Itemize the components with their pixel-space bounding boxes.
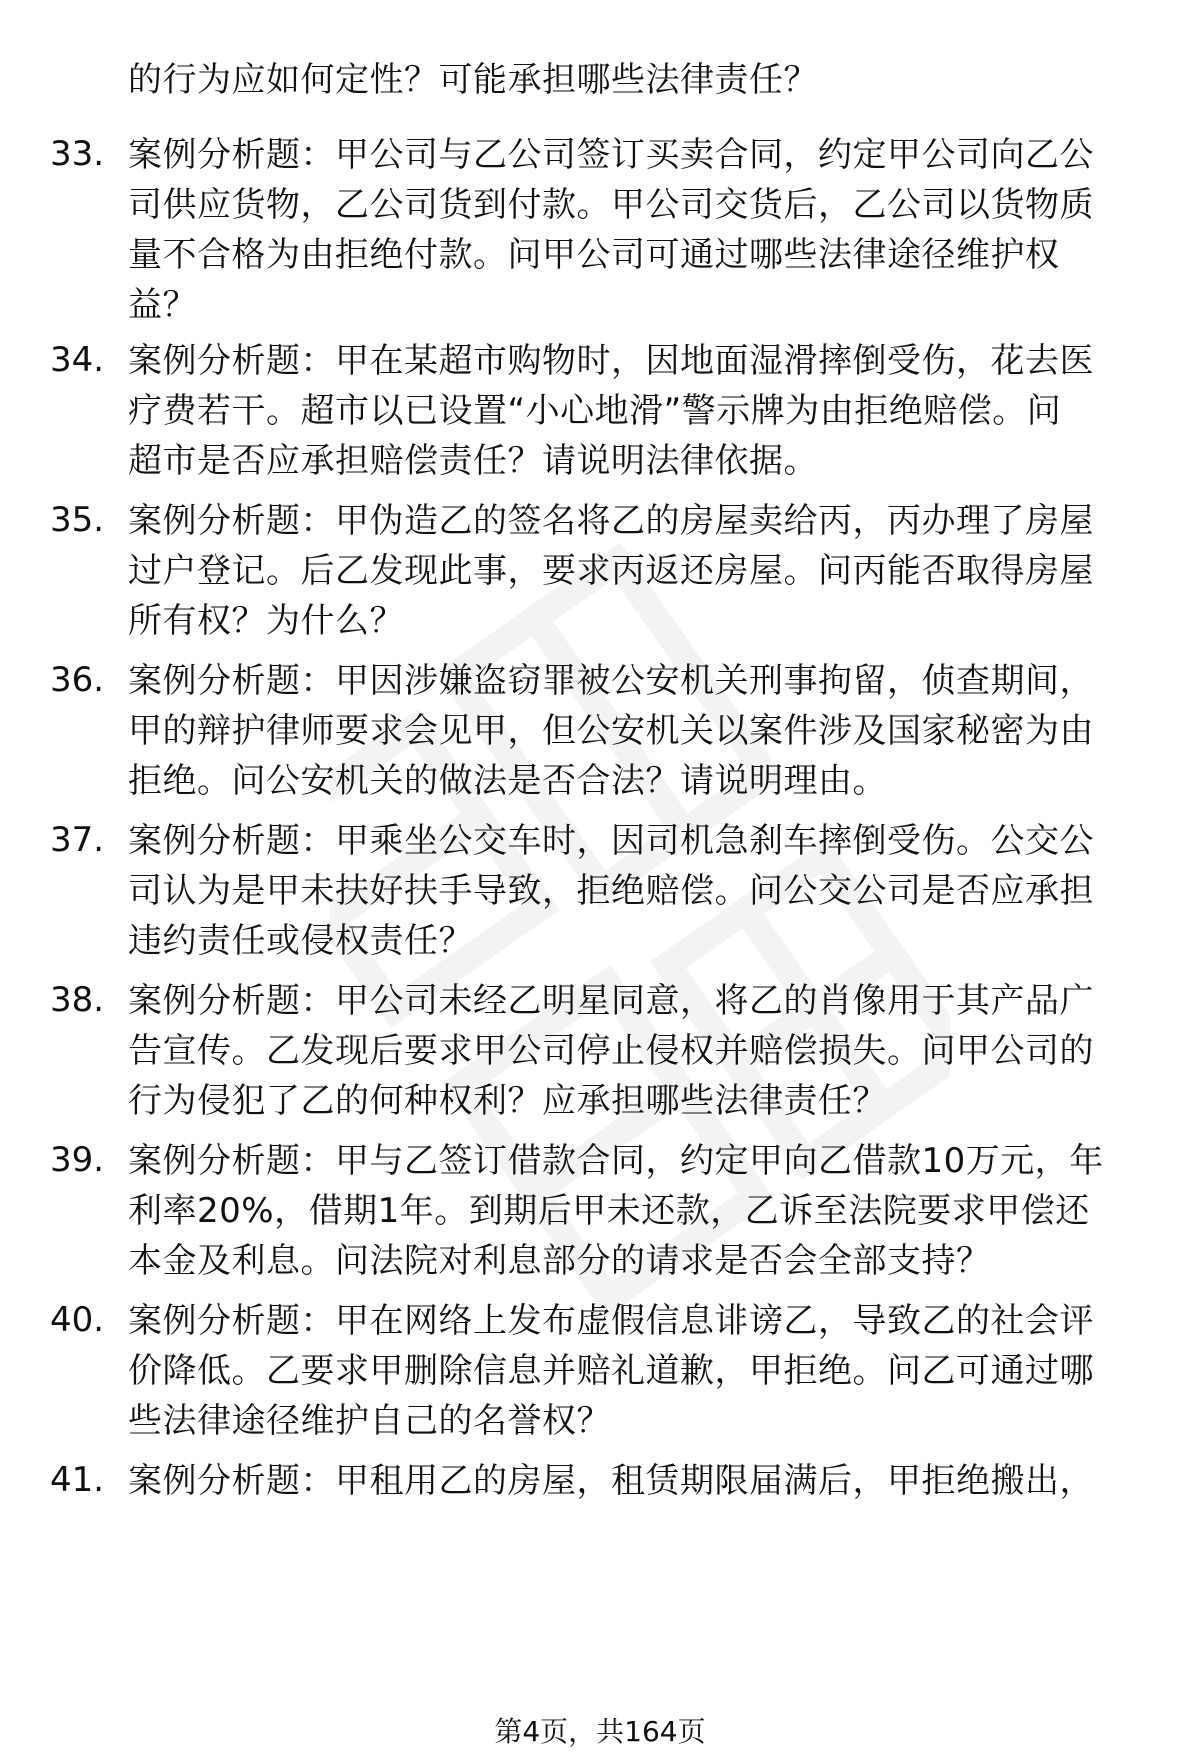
question-line: 司供应货物，乙公司货到付款。甲公司交货后，乙公司以货物质 [128,185,1094,225]
question-line: 本金及利息。问法院对利息部分的请求是否会全部支持？ [128,1241,991,1281]
question-line: 行为侵犯了乙的何种权利？应承担哪些法律责任？ [128,1081,887,1121]
question-text [128,130,1148,330]
question-line: 超市是否应承担赔偿责任？请说明法律依据。 [128,441,818,481]
question-line: 益？ [128,285,197,325]
question-number: 36. [50,660,105,700]
question-line: 利率20%，借期1年。到期后甲未还款，乙诉至法院要求甲偿还 [128,1191,1090,1231]
question-line: 量不合格为由拒绝付款。问甲公司可通过哪些法律途径维护权 [128,235,1060,275]
question-text [128,1296,1148,1446]
question-line: 告宣传。乙发现后要求甲公司停止侵权并赔偿损失。问甲公司的 [128,1031,1094,1071]
question-number: 39. [50,1140,105,1180]
page-footer: 第4页，共164页 [494,1715,706,1748]
question-line: 甲的辩护律师要求会见甲，但公安机关以案件涉及国家秘密为由 [128,711,1094,751]
question-line: 案例分析题：甲伪造乙的签名将乙的房屋卖给丙，丙办理了房屋 [128,501,1094,541]
question-text [128,816,1148,966]
question-line: 案例分析题：甲公司与乙公司签订买卖合同，约定甲公司向乙公 [128,135,1094,175]
question-line: 拒绝。问公安机关的做法是否合法？请说明理由。 [128,761,887,801]
question-line: 疗费若干。超市以已设置“小心地滑”警示牌为由拒绝赔偿。问 [128,391,1062,431]
question-text [128,1136,1148,1286]
question-number: 41. [50,1460,105,1500]
question-text [128,976,1148,1126]
question-line: 案例分析题：甲租用乙的房屋，租赁期限届满后，甲拒绝搬出， [128,1461,1094,1501]
question-line: 司认为是甲未扶好扶手导致，拒绝赔偿。问公交公司是否应承担 [128,871,1094,911]
question-number: 34. [50,340,105,380]
question-line: 价降低。乙要求甲删除信息并赔礼道歉，甲拒绝。问乙可通过哪 [128,1351,1094,1391]
continuation-line: 的行为应如何定性？可能承担哪些法律责任？ [128,60,818,100]
question-line: 违约责任或侵权责任？ [128,921,473,961]
question-text [128,656,1148,806]
question-line: 过户登记。后乙发现此事，要求丙返还房屋。问丙能否取得房屋 [128,551,1094,591]
question-line: 案例分析题：甲在某超市购物时，因地面湿滑摔倒受伤，花去医 [128,341,1094,381]
question-number: 33. [50,134,105,174]
question-line: 案例分析题：甲与乙签订借款合同，约定甲向乙借款10万元，年 [128,1141,1104,1181]
question-line: 些法律途径维护自己的名誉权？ [128,1401,611,1441]
question-number: 40. [50,1300,105,1340]
question-line: 所有权？为什么？ [128,601,404,641]
question-number: 35. [50,500,105,540]
question-text [128,496,1148,646]
question-line: 案例分析题：甲在网络上发布虚假信息诽谤乙，导致乙的社会评 [128,1301,1094,1341]
question-line: 案例分析题：甲乘坐公交车时，因司机急刹车摔倒受伤。公交公 [128,821,1094,861]
question-text [128,336,1148,486]
question-line: 案例分析题：甲因涉嫌盗窃罪被公安机关刑事拘留，侦查期间， [128,661,1094,701]
question-number: 37. [50,820,105,860]
question-line: 案例分析题：甲公司未经乙明星同意，将乙的肖像用于其产品广 [128,981,1094,1021]
question-text [128,1456,1148,1506]
question-number: 38. [50,980,105,1020]
